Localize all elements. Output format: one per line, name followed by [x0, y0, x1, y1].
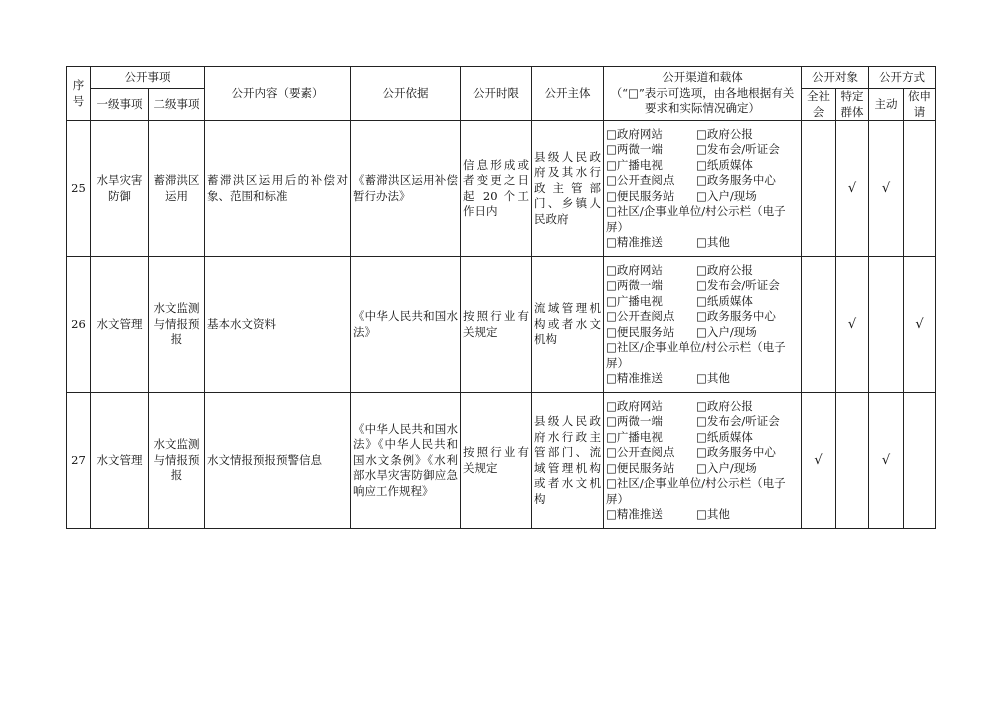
channel-line: □精准推送 □其他 [606, 507, 730, 521]
row-level2: 水文监测与情报预报 [149, 393, 205, 529]
row-seq: 27 [67, 393, 91, 529]
row-channels [604, 121, 802, 257]
table-row [67, 121, 936, 257]
header-m-request: 依申请 [904, 89, 936, 121]
row-m-request-check [904, 393, 936, 529]
channel-line: □两微一端 □发布会/听证会 [606, 278, 780, 292]
row-level1: 水文管理 [91, 257, 149, 393]
row-aud-all-check: √ [802, 393, 836, 529]
channel-line: □广播电视 □纸质媒体 [606, 157, 753, 172]
row-m-active-check: √ [869, 393, 904, 529]
row-subject: 县级人民政府及其水行政主管部门、乡镇人民政府 [532, 121, 604, 257]
channel-line: □政府网站 □政府公报 [606, 126, 753, 141]
row-seq: 26 [67, 257, 91, 393]
row-level1: 水文管理 [91, 393, 149, 529]
row-time-limit: 按照行业有关规定 [461, 257, 532, 393]
row-m-request-check: √ [904, 257, 936, 393]
channel-line: □广播电视 □纸质媒体 [606, 293, 753, 308]
row-aud-all-check [802, 121, 836, 257]
channel-line: □公开查阅点 □政务服务中心 [606, 173, 776, 187]
channel-line: □精准推送 □其他 [606, 235, 730, 249]
header-audience: 公开对象 [802, 67, 869, 89]
header-aud-specific: 特定群体 [836, 89, 869, 121]
row-channels [604, 393, 802, 529]
disclosure-table [66, 66, 936, 529]
row-aud-specific-check [836, 393, 869, 529]
row-content: 基本水文资料 [205, 257, 351, 393]
channel-line: □广播电视 □纸质媒体 [606, 429, 753, 444]
row-level1: 水旱灾害防御 [91, 121, 149, 257]
header-aud-all: 全社会 [802, 89, 836, 121]
header-seq: 序号 [67, 67, 91, 121]
row-basis: 《中华人民共和国水法》 [351, 257, 461, 393]
header-channels-note: （“□”表示可选项，由各地根据有关要求和实际情况确定） [610, 85, 795, 116]
header-time-limit: 公开时限 [461, 67, 532, 121]
header-channels-title: 公开渠道和载体 [662, 70, 743, 85]
header-level1: 一级事项 [91, 89, 149, 121]
table-row [67, 393, 936, 529]
header-public-items: 公开事项 [91, 67, 205, 89]
channel-line: □政府网站 □政府公报 [606, 398, 753, 413]
row-aud-all-check [802, 257, 836, 393]
header-content: 公开内容（要素） [205, 67, 351, 121]
channel-line: □两微一端 □发布会/听证会 [606, 414, 780, 428]
row-aud-specific-check: √ [836, 257, 869, 393]
channel-line: □政府网站 □政府公报 [606, 262, 753, 277]
header-m-active: 主动 [869, 89, 904, 121]
row-time-limit: 信息形成或者变更之日起 20 个工作日内 [461, 121, 532, 257]
row-aud-specific-check: √ [836, 121, 869, 257]
channel-wide: □社区/企事业单位/村公示栏（电子屏） [606, 204, 786, 234]
header-level2: 二级事项 [149, 89, 205, 121]
channel-line: □两微一端 □发布会/听证会 [606, 142, 780, 156]
row-subject: 县级人民政府水行政主管部门、流域管理机构或者水文机构 [532, 393, 604, 529]
row-m-active-check [869, 257, 904, 393]
header-subject: 公开主体 [532, 67, 604, 121]
row-seq: 25 [67, 121, 91, 257]
channel-line: □精准推送 □其他 [606, 371, 730, 385]
channel-line: □便民服务站 □入户/现场 [606, 324, 757, 339]
header-row-1 [67, 67, 936, 89]
row-m-active-check: √ [869, 121, 904, 257]
header-channels [604, 67, 802, 121]
channel-wide: □社区/企事业单位/村公示栏（电子屏） [606, 476, 786, 506]
row-basis: 《中华人民共和国水法》《中华人民共和国水文条例》《水利部水旱灾害防御应急响应工作规程》 [351, 393, 461, 529]
row-basis: 《蓄滞洪区运用补偿暂行办法》 [351, 121, 461, 257]
channel-line: □便民服务站 □入户/现场 [606, 188, 757, 203]
channel-line: □公开查阅点 □政务服务中心 [606, 309, 776, 323]
row-content: 蓄滞洪区运用后的补偿对象、范围和标准 [205, 121, 351, 257]
header-basis: 公开依据 [351, 67, 461, 121]
row-level2: 蓄滞洪区运用 [149, 121, 205, 257]
row-time-limit: 按照行业有关规定 [461, 393, 532, 529]
row-content: 水文情报预报预警信息 [205, 393, 351, 529]
channel-line: □便民服务站 □入户/现场 [606, 460, 757, 475]
row-level2: 水文监测与情报预报 [149, 257, 205, 393]
channel-line: □公开查阅点 □政务服务中心 [606, 445, 776, 459]
table-row [67, 257, 936, 393]
header-method: 公开方式 [869, 67, 936, 89]
row-channels [604, 257, 802, 393]
row-subject: 流域管理机构或者水文机构 [532, 257, 604, 393]
disclosure-table-sheet [66, 66, 935, 529]
row-m-request-check [904, 121, 936, 257]
channel-wide: □社区/企事业单位/村公示栏（电子屏） [606, 340, 786, 370]
